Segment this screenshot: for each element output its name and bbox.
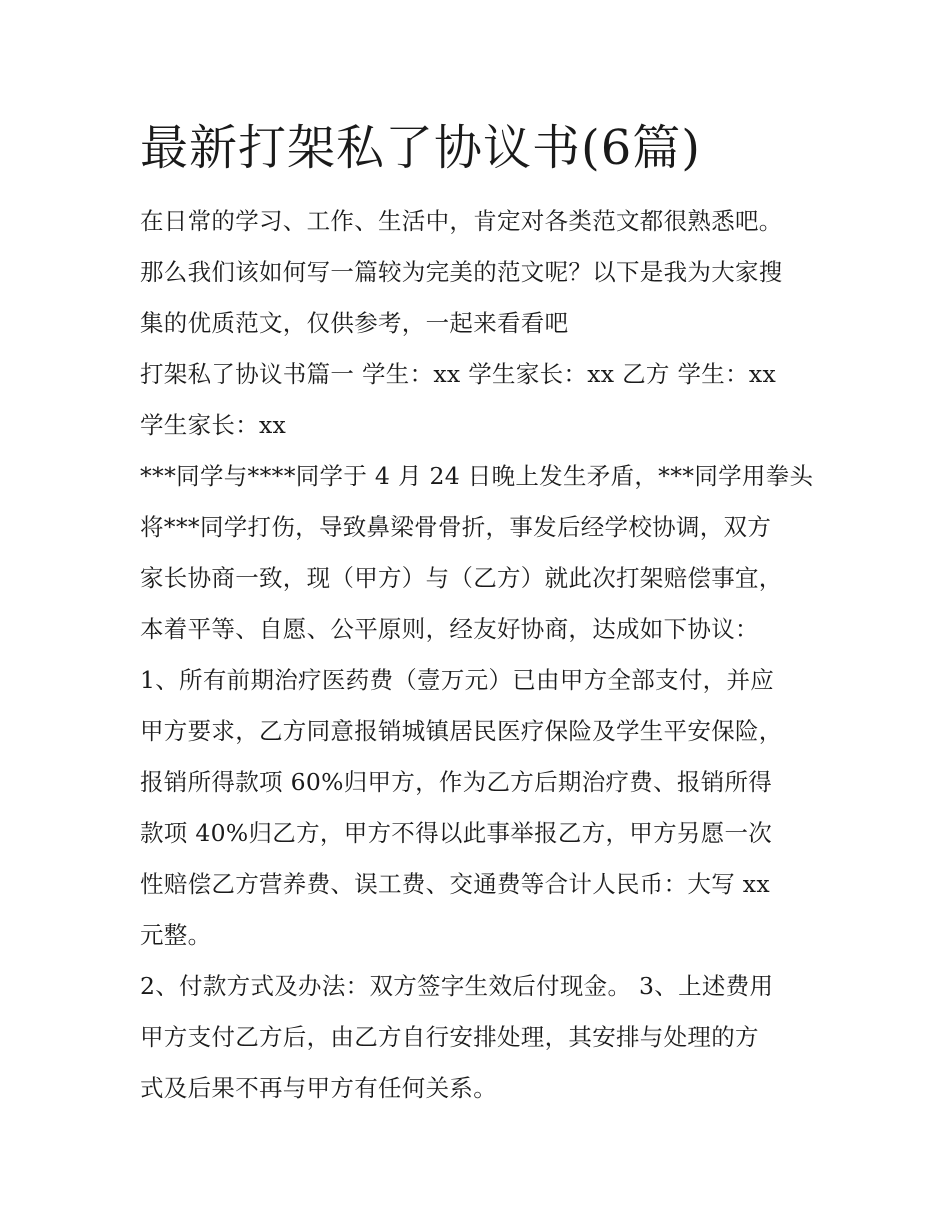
body-line: 报销所得款项 60%归甲方，作为乙方后期治疗费、报销所得: [140, 768, 773, 796]
body-line: 集的优质范文，仅供参考，一起来看看吧: [140, 309, 569, 337]
body-line: 本着平等、自愿、公平原则，经友好协商，达成如下协议：: [140, 615, 759, 643]
body-line: 1、所有前期治疗医药费（壹万元）已由甲方全部支付，并应: [140, 666, 775, 694]
body-line: 元整。: [140, 921, 212, 949]
document-body: [140, 196, 822, 1114]
body-line: 将***同学打伤，导致鼻梁骨骨折，事发后经学校协调，双方: [140, 513, 772, 541]
body-line: 学生家长：xx: [140, 411, 287, 439]
body-line: 打架私了协议书篇一 学生：xx 学生家长：xx 乙方 学生：xx: [140, 360, 776, 388]
body-line: 甲方支付乙方后，由乙方自行安排处理，其安排与处理的方: [140, 1023, 759, 1051]
body-line: 在日常的学习、工作、生活中，肯定对各类范文都很熟悉吧。: [140, 207, 783, 235]
document-title: 最新打架私了协议书(6篇): [140, 120, 701, 176]
body-line: ***同学与****同学于 4 月 24 日晚上发生矛盾，***同学用拳头: [140, 462, 814, 490]
body-line: 2、付款方式及办法：双方签字生效后付现金。 3、上述费用: [140, 972, 774, 1000]
body-line: 甲方要求，乙方同意报销城镇居民医疗保险及学生平安保险，: [140, 717, 783, 745]
body-line: 家长协商一致，现（甲方）与（乙方）就此次打架赔偿事宜，: [140, 564, 783, 592]
body-line: 那么我们该如何写一篇较为完美的范文呢？以下是我为大家搜: [140, 258, 783, 286]
body-line: 性赔偿乙方营养费、误工费、交通费等合计人民币：大写 xx: [140, 870, 770, 898]
body-line: 款项 40%归乙方，甲方不得以此事举报乙方，甲方另愿一次: [140, 819, 773, 847]
body-line: 式及后果不再与甲方有任何关系。: [140, 1074, 497, 1102]
